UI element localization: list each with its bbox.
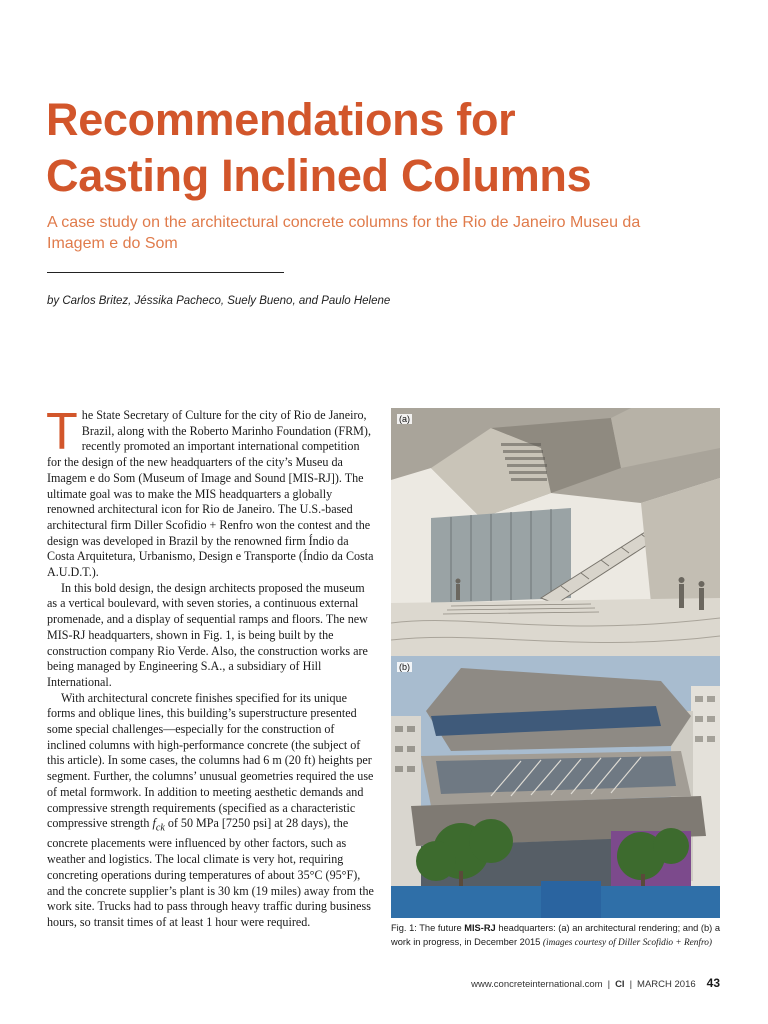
footer-date: MARCH 2016 xyxy=(637,979,696,990)
caption-prefix: Fig. 1: The future xyxy=(391,923,465,933)
footer-magazine: CI xyxy=(615,979,625,990)
figure-caption xyxy=(391,921,723,950)
title-line-2: Casting Inclined Columns xyxy=(46,150,592,201)
construction-illustration xyxy=(391,656,720,918)
byline: by Carlos Britez, Jéssika Pacheco, Suely Bueno, and Paulo Helene xyxy=(47,295,391,307)
paragraph-3 xyxy=(47,691,376,931)
paragraph-3-text-before: With architectural concrete finishes specified for its unique forms and oblique lines, this building’s superstructure presented some special challenges—especially for the construction of inclined columns with high-performance concrete (the subject of this article). In some cases, the columns had 6 m (20 ft) heights per segment. Further, the columns’ unusual geometries required the use of metal formwork. In addition to meeting aesthetic demands and compressive strength requirements (specified as a characteristic compressive strength xyxy=(47,690,374,831)
rendering-illustration xyxy=(391,408,720,656)
article-body xyxy=(46,403,376,931)
footer-url: www.concreteinternational.com xyxy=(471,979,603,990)
dropcap: T xyxy=(46,403,78,461)
fck-symbol: f xyxy=(152,816,156,831)
footer-separator: | xyxy=(629,979,633,990)
paragraph-1 xyxy=(46,403,376,581)
paragraph-3-text-after: of 50 MPa [7250 psi] at 28 days), the concrete placements were influenced by other factors, such as weather and logistics. The local climate is very hot, requiring concreting operations during temperatures of about 35°C (95°F), and the concrete supplier’s plant is 30 km (19 miles) away from the work site. Trucks had to pass through heavy traffic during business hours, so transit times of at least 1 hour were required. xyxy=(47,816,374,929)
caption-main: headquarters: (a) an architectural rendering; and (b) a work in progress, in December 2015 xyxy=(391,923,721,947)
footer-separator: | xyxy=(607,979,611,990)
fck-subscript: ck xyxy=(155,822,165,834)
figure-label-a: (a) xyxy=(399,414,410,424)
paragraph-2: In this bold design, the design architects proposed the museum as a vertical boulevard, with seven stories, a continuous external promenade, and a display of sequential ramps and floors. The new MIS-RJ headquarters, shown in Fig. 1, is being built by the construction company Rio Verde. Also, the construction works are being managed by Engineering S.A., a subsidiary of Hill International. xyxy=(47,580,368,689)
figure-construction-photo xyxy=(391,656,720,918)
page-number: 43 xyxy=(706,976,720,990)
article-subtitle: A case study on the architectural concrete columns for the Rio de Janeiro Museu da Imagem e do Som xyxy=(47,214,641,252)
figure-rendering xyxy=(391,408,720,656)
title-line-1: Recommendations for xyxy=(46,94,516,145)
caption-bold: MIS-RJ xyxy=(464,923,496,933)
caption-credit: (images courtesy of Diller Scofidio + Renfro) xyxy=(542,938,713,948)
divider-rule xyxy=(47,272,284,273)
page-footer xyxy=(471,976,720,990)
paragraph-1-text: he State Secretary of Culture for the city of Rio de Janeiro, Brazil, along with the Roberto Marinho Foundation (FRM), recently promoted an important international competition for the design of the new headquarters of the city’s Museu da Imagem e do Som (Museum of Image and Sound [MIS-RJ]). The ultimate goal was to make the MIS headquarters a globally renowned architectural icon for Rio de Janeiro. The U.S.-based architectural firm Diller Scofidio + Renfro won the contest and the design was developed in Brazil by the renowned firm Índio da Costa Arquitetura, Urbanismo, Design e Transporte (Índio da Costa A.U.D.T.). xyxy=(47,408,374,580)
article-title xyxy=(46,92,726,204)
figure-label-b: (b) xyxy=(399,662,410,672)
